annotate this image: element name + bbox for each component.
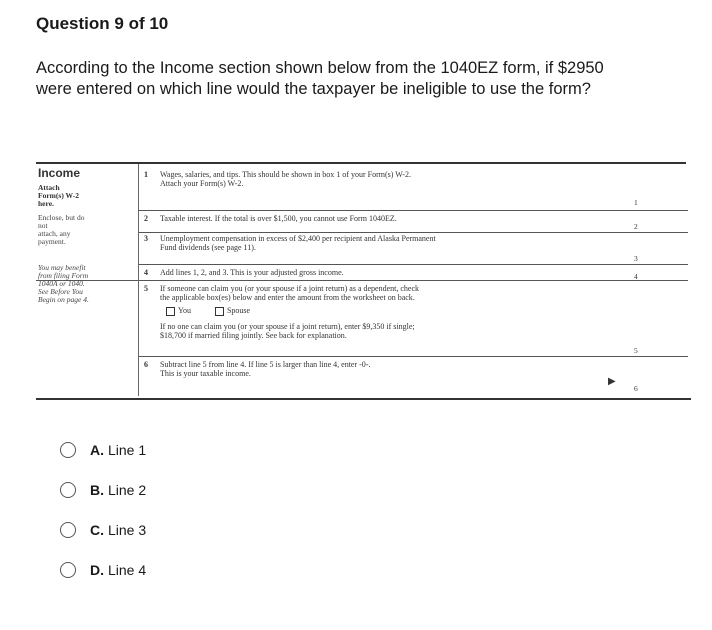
- form-rule-line2: [138, 232, 688, 233]
- line-1-text: Wages, salaries, and tips. This should be shown in box 1 of your Form(s) W-2. Attach your Form(s) W-2.: [160, 170, 412, 188]
- question-text: According to the Income section shown below from the 1040EZ form, if $2950 were entered on which line would the taxpayer be ineligible to use the form?: [36, 59, 604, 98]
- line-6-box: 6: [634, 384, 638, 393]
- line-5-text: If someone can claim you (or your spouse if a joint return) as a dependent, check the applicable box(es) below and enter the amount from the worksheet on back.: [160, 284, 420, 302]
- option-b-letter: B.: [90, 482, 104, 498]
- benefit-note: You may benefit from filing Form 1040A or 1040. See Before You Begin on page 4.: [38, 263, 89, 304]
- option-c-label: Line 3: [108, 522, 147, 538]
- line-6-arrow-icon: ▶: [608, 376, 616, 387]
- option-a-label: Line 1: [108, 442, 147, 458]
- option-b-radio[interactable]: [60, 482, 76, 498]
- line-1-box: 1: [634, 198, 638, 207]
- line-5-box: 5: [634, 346, 638, 355]
- line-5-checkboxes: You Spouse: [166, 306, 250, 316]
- option-b-label: Line 2: [108, 482, 147, 498]
- line-6-number: 6: [144, 360, 148, 369]
- option-a-radio[interactable]: [60, 442, 76, 458]
- line-3-text: Unemployment compensation in excess of $2,400 per recipient and Alaska Permanent Fund dividends (see page 11).: [160, 234, 436, 252]
- income-form-image: [36, 158, 692, 402]
- line-6-text: Subtract line 5 from line 4. If line 5 is larger than line 4, enter -0-. This is your taxable income.: [160, 360, 371, 378]
- line-2-box: 2: [634, 222, 638, 231]
- line-3-number: 3: [144, 234, 148, 243]
- enclose-note: Enclose, but do not attach, any payment.: [38, 213, 85, 246]
- option-d-letter: D.: [90, 562, 104, 578]
- line-4-box: 4: [634, 272, 638, 281]
- form-rule-line1: [138, 210, 688, 211]
- income-section-title: Income: [38, 166, 81, 180]
- attach-note: Attach Form(s) W-2 here.: [38, 183, 80, 208]
- option-b[interactable]: [60, 470, 146, 510]
- line-1-number: 1: [144, 170, 148, 179]
- question-header: Question 9 of 10: [36, 14, 169, 33]
- line-3-box: 3: [634, 254, 638, 263]
- form-left-divider: [138, 164, 139, 396]
- line-4-number: 4: [144, 268, 148, 277]
- option-a[interactable]: [60, 430, 146, 470]
- line-2-number: 2: [144, 214, 148, 223]
- line-5-instructions: If no one can claim you (or your spouse if a joint return), enter $9,350 if single; $18,700 if married filing jointly. See back for explanation.: [160, 322, 415, 340]
- form-bottom-rule: [36, 398, 691, 400]
- option-a-letter: A.: [90, 442, 104, 458]
- you-checkbox[interactable]: [166, 307, 175, 316]
- option-c-radio[interactable]: [60, 522, 76, 538]
- option-c[interactable]: [60, 510, 146, 550]
- option-d-label: Line 4: [108, 562, 147, 578]
- option-d[interactable]: [60, 550, 146, 590]
- form-top-rule: [36, 162, 686, 164]
- line-5-number: 5: [144, 284, 148, 293]
- spouse-checkbox[interactable]: [215, 307, 224, 316]
- answer-options: [60, 430, 146, 590]
- option-c-letter: C.: [90, 522, 104, 538]
- form-rule-line3: [138, 264, 688, 265]
- form-rule-line5: [138, 356, 688, 357]
- line-2-text: Taxable interest. If the total is over $1,500, you cannot use Form 1040EZ.: [160, 214, 397, 223]
- line-4-text: Add lines 1, 2, and 3. This is your adjusted gross income.: [160, 268, 344, 277]
- option-d-radio[interactable]: [60, 562, 76, 578]
